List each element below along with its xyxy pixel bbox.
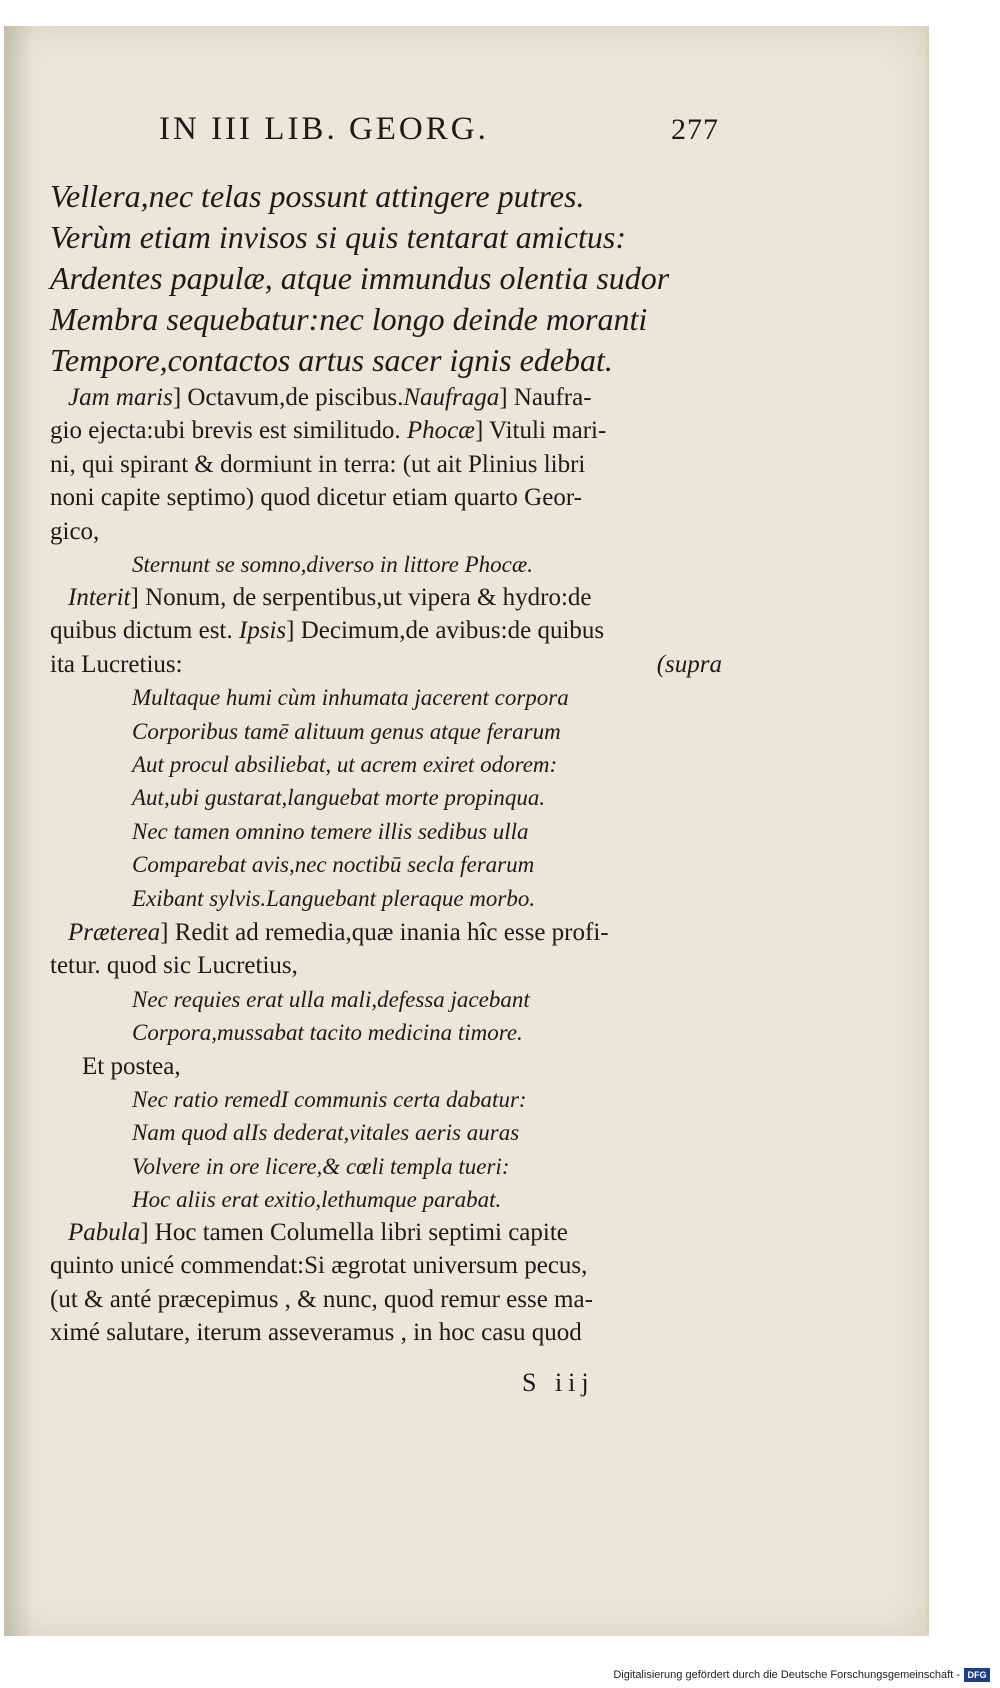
funding-credit: Digitalisierung gefördert durch die Deutsche Forschungsgemeinschaft - xyxy=(613,1669,960,1681)
verse-line: Ardentes papulæ, atque immundus olentia sudor xyxy=(50,260,670,296)
commentary-paragraph-4 xyxy=(50,1216,710,1350)
commentary-line xyxy=(50,648,722,681)
running-head-title: IN III LIB. GEORG. xyxy=(159,111,489,147)
quoted-verse: Exibant sylvis.Languebant pleraque morbo. xyxy=(132,885,536,911)
commentary-text: ita Lucretius: xyxy=(50,650,183,678)
commentary-line xyxy=(50,581,710,614)
commentary-line: ni, qui spirant & dormiunt in terra: (ut ait Plinius libri xyxy=(50,450,586,478)
verse-line: Membra sequebatur:nec longo deinde moranti xyxy=(50,301,648,337)
lemma: Phocæ xyxy=(406,417,475,445)
commentary-text: gio ejecta:ubi brevis est similitudo. xyxy=(50,417,401,445)
verse-line: Verùm etiam invisos si quis tentarat amictus: xyxy=(50,219,626,255)
quoted-verse: Nam quod alIs dederat,vitales aeris auras xyxy=(132,1120,520,1146)
lemma: Ipsis xyxy=(238,617,287,645)
quoted-verse: Nec requies erat ulla mali,defessa jacebant xyxy=(132,986,530,1012)
commentary-line: noni capite septimo) quod dicetur etiam quarto Geor- xyxy=(50,484,582,512)
quoted-verse: Corporibus tamē alituum genus atque ferarum xyxy=(132,718,561,744)
commentary-line xyxy=(50,614,710,647)
commentary-text: ] Vituli mari- xyxy=(474,417,607,445)
commentary-line: Et postea, xyxy=(82,1052,181,1080)
book-page xyxy=(4,26,929,1636)
quoted-verse: Multaque humi cùm inhumata jacerent corpora xyxy=(132,685,569,711)
footer-bar xyxy=(0,1658,1000,1688)
quoted-verse: Nec ratio remedI communis certa dabatur: xyxy=(132,1087,527,1113)
commentary-line: (ut & anté præcepimus , & nunc, quod remur esse ma- xyxy=(50,1285,593,1313)
lemma: Præterea xyxy=(68,919,161,946)
commentary-text: ] Decimum,de avibus:de quibus xyxy=(286,617,605,645)
commentary-text: ] Nonum, de serpentibus,ut vipera & hydro:de xyxy=(130,584,592,611)
quoted-verse: Aut procul absiliebat, ut acrem exiret odorem: xyxy=(132,752,558,778)
verse-line: Vellera,nec telas possunt attingere putres. xyxy=(50,178,585,214)
quoted-verse: Aut,ubi gustarat,languebat morte propinqua. xyxy=(132,785,546,811)
marginal-note: (supra xyxy=(656,650,722,678)
lemma: Pabula xyxy=(68,1219,141,1246)
commentary-text: ] Naufra- xyxy=(499,384,592,411)
commentary-line: quinto unicé commendat:Si ægrotat universum pecus, xyxy=(50,1252,588,1280)
commentary-line xyxy=(50,414,710,447)
commentary-line: ximé salutare, iterum asseveramus , in hoc casu quod xyxy=(50,1319,582,1347)
quoted-verse: Corpora,mussabat tacito medicina timore. xyxy=(132,1020,523,1046)
commentary-paragraph-3 xyxy=(50,916,710,1217)
quoted-verse: Hoc aliis erat exitio,lethumque parabat. xyxy=(132,1187,502,1213)
verse-block xyxy=(50,176,669,381)
signature-mark: S iij xyxy=(522,1368,595,1397)
commentary-text: quibus dictum est. xyxy=(50,617,233,645)
commentary-line xyxy=(50,381,710,414)
commentary-line: tetur. quod sic Lucretius, xyxy=(50,952,298,980)
verse-line: Tempore,contactos artus sacer ignis edebat. xyxy=(50,342,613,378)
quoted-verse: Comparebat avis,nec noctibū secla ferarum xyxy=(132,852,535,878)
commentary-text: ] Hoc tamen Columella libri septimi capite xyxy=(140,1219,568,1246)
quoted-verse: Sternunt se somno,diverso in littore Phocæ. xyxy=(132,552,533,578)
commentary-line: gico, xyxy=(50,517,100,545)
commentary-paragraph-2 xyxy=(50,581,722,915)
commentary-paragraph-1 xyxy=(50,381,710,581)
dfg-logo-icon: DFG xyxy=(964,1668,990,1682)
commentary-line xyxy=(50,916,710,949)
commentary-line xyxy=(50,1216,710,1249)
quoted-verse: Volvere in ore licere,& cœli templa tueri: xyxy=(132,1153,510,1179)
quoted-verse: Nec tamen omnino temere illis sedibus ulla xyxy=(132,818,529,844)
lemma: Interit xyxy=(68,584,131,611)
commentary-text: ] Octavum,de piscibus. xyxy=(172,384,404,411)
running-head xyxy=(159,111,719,148)
page-number: 277 xyxy=(671,113,719,146)
commentary-text: ] Redit ad remedia,quæ inania hîc esse profi- xyxy=(160,919,609,946)
lemma: Jam maris xyxy=(68,384,173,411)
lemma: Naufraga xyxy=(403,384,500,411)
